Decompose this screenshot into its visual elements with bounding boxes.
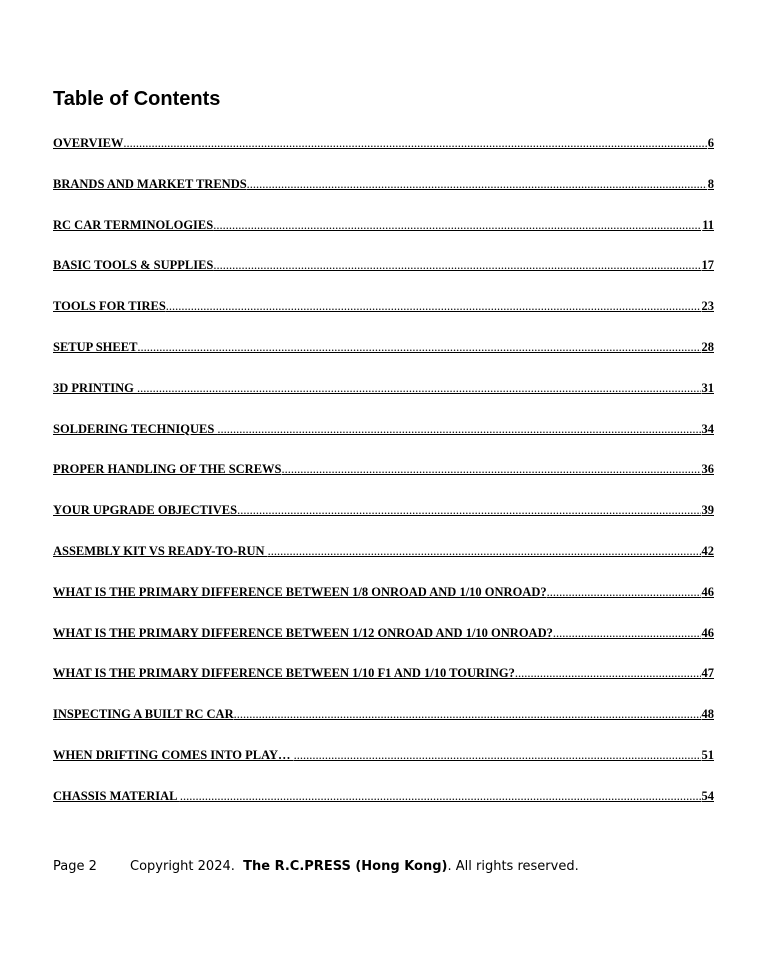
toc-link[interactable]: [53, 542, 714, 560]
toc-dot-leader: [237, 501, 700, 519]
toc-entry: [53, 460, 714, 501]
toc-entry-label: WHAT IS THE PRIMARY DIFFERENCE BETWEEN 1/12 ONROAD AND 1/10 ONROAD?: [53, 625, 553, 640]
toc-page-number: 51: [701, 747, 714, 762]
toc-entry-label: CHASSIS MATERIAL: [53, 788, 180, 803]
toc-dot-leader: [213, 256, 700, 274]
toc-entry-label: SETUP SHEET: [53, 339, 138, 354]
toc-link[interactable]: [53, 583, 714, 601]
toc-page-number: 23: [701, 299, 714, 314]
toc-page-number: 36: [701, 462, 714, 477]
toc-entry-label: OVERVIEW: [53, 136, 124, 150]
publisher-name: The R.C.PRESS (Hong Kong): [243, 859, 448, 874]
toc-entry: [53, 664, 714, 705]
toc-entry-label: RC CAR TERMINOLOGIES: [53, 217, 214, 232]
toc-link[interactable]: [53, 216, 714, 234]
toc-entry-label: WHEN DRIFTING COMES INTO PLAY…: [53, 747, 294, 762]
toc-dot-leader: [180, 787, 701, 805]
toc-entry: [53, 746, 714, 787]
toc-page-number: 31: [701, 380, 714, 395]
toc-link[interactable]: [53, 175, 714, 193]
toc-link[interactable]: [53, 338, 714, 356]
toc-dot-leader: [123, 134, 706, 152]
toc-link[interactable]: [53, 787, 714, 805]
toc-entry: [53, 624, 714, 665]
toc-page-number: 42: [701, 543, 714, 558]
page-footer: [53, 858, 579, 876]
toc-entry-label: YOUR UPGRADE OBJECTIVES: [53, 503, 238, 518]
toc-link[interactable]: [53, 256, 714, 274]
toc-entry-label: PROPER HANDLING OF THE SCREWS: [53, 462, 282, 477]
toc-page-number: 17: [701, 258, 714, 273]
toc-entry: [53, 379, 714, 420]
toc-entry: [53, 420, 714, 461]
toc-entry-label: WHAT IS THE PRIMARY DIFFERENCE BETWEEN 1/8 ONROAD AND 1/10 ONROAD?: [53, 584, 547, 599]
toc-dot-leader: [547, 583, 701, 601]
toc-entry-label: INSPECTING A BUILT RC CAR: [53, 707, 234, 722]
toc-dot-leader: [217, 420, 700, 438]
toc-page-number: 34: [701, 421, 714, 436]
toc-entry-label: BASIC TOOLS & SUPPLIES: [53, 258, 214, 273]
toc-entry: [53, 256, 714, 297]
toc-entry: [53, 787, 714, 828]
toc-entry: [53, 134, 714, 175]
toc-entry: [53, 216, 714, 257]
toc-page-number: 46: [701, 584, 714, 599]
toc-link[interactable]: [53, 297, 714, 315]
toc-entry-label: TOOLS FOR TIRES: [53, 299, 166, 314]
toc-page-number: 28: [701, 339, 714, 354]
toc-dot-leader: [234, 705, 701, 723]
toc-entry-label: WHAT IS THE PRIMARY DIFFERENCE BETWEEN 1/10 F1 AND 1/10 TOURING?: [53, 666, 515, 681]
toc-entry: [53, 338, 714, 379]
toc-link[interactable]: [53, 501, 714, 519]
toc-dot-leader: [137, 338, 700, 356]
toc-link[interactable]: [53, 134, 714, 152]
toc-dot-leader: [282, 460, 701, 478]
toc-entry-label: 3D PRINTING: [53, 380, 138, 395]
toc-entry-label: ASSEMBLY KIT VS READY-TO-RUN: [53, 543, 268, 558]
toc-page-number: 39: [701, 503, 714, 518]
toc-dot-leader: [294, 746, 701, 764]
copyright-text: Copyright 2024.: [130, 859, 244, 874]
toc-dot-leader: [268, 542, 701, 560]
toc-dot-leader: [137, 379, 700, 397]
toc-page-number: 8: [707, 176, 714, 191]
toc-dot-leader: [213, 216, 701, 234]
table-of-contents: [53, 134, 714, 828]
toc-link[interactable]: [53, 420, 714, 438]
toc-entry-label: BRANDS AND MARKET TRENDS: [53, 176, 247, 191]
page-title: Table of Contents: [53, 88, 221, 110]
toc-link[interactable]: [53, 379, 714, 397]
toc-link[interactable]: [53, 624, 714, 642]
toc-page-number: 6: [707, 136, 714, 150]
toc-entry: [53, 297, 714, 338]
toc-entry: [53, 542, 714, 583]
toc-dot-leader: [247, 175, 707, 193]
page-number: Page 2: [53, 859, 97, 874]
toc-page-number: 48: [701, 707, 714, 722]
toc-dot-leader: [166, 297, 701, 315]
toc-link[interactable]: [53, 746, 714, 764]
toc-link[interactable]: [53, 664, 714, 682]
toc-entry: [53, 705, 714, 746]
toc-link[interactable]: [53, 705, 714, 723]
toc-entry-label: SOLDERING TECHNIQUES: [53, 421, 218, 436]
toc-page-number: 11: [702, 217, 714, 232]
toc-page-number: 54: [701, 788, 714, 803]
toc-page-number: 46: [701, 625, 714, 640]
toc-entry: [53, 175, 714, 216]
toc-dot-leader: [515, 664, 701, 682]
toc-dot-leader: [553, 624, 701, 642]
toc-entry: [53, 501, 714, 542]
toc-page-number: 47: [701, 666, 714, 681]
rights-text: . All rights reserved.: [447, 859, 579, 874]
toc-entry: [53, 583, 714, 624]
toc-link[interactable]: [53, 460, 714, 478]
